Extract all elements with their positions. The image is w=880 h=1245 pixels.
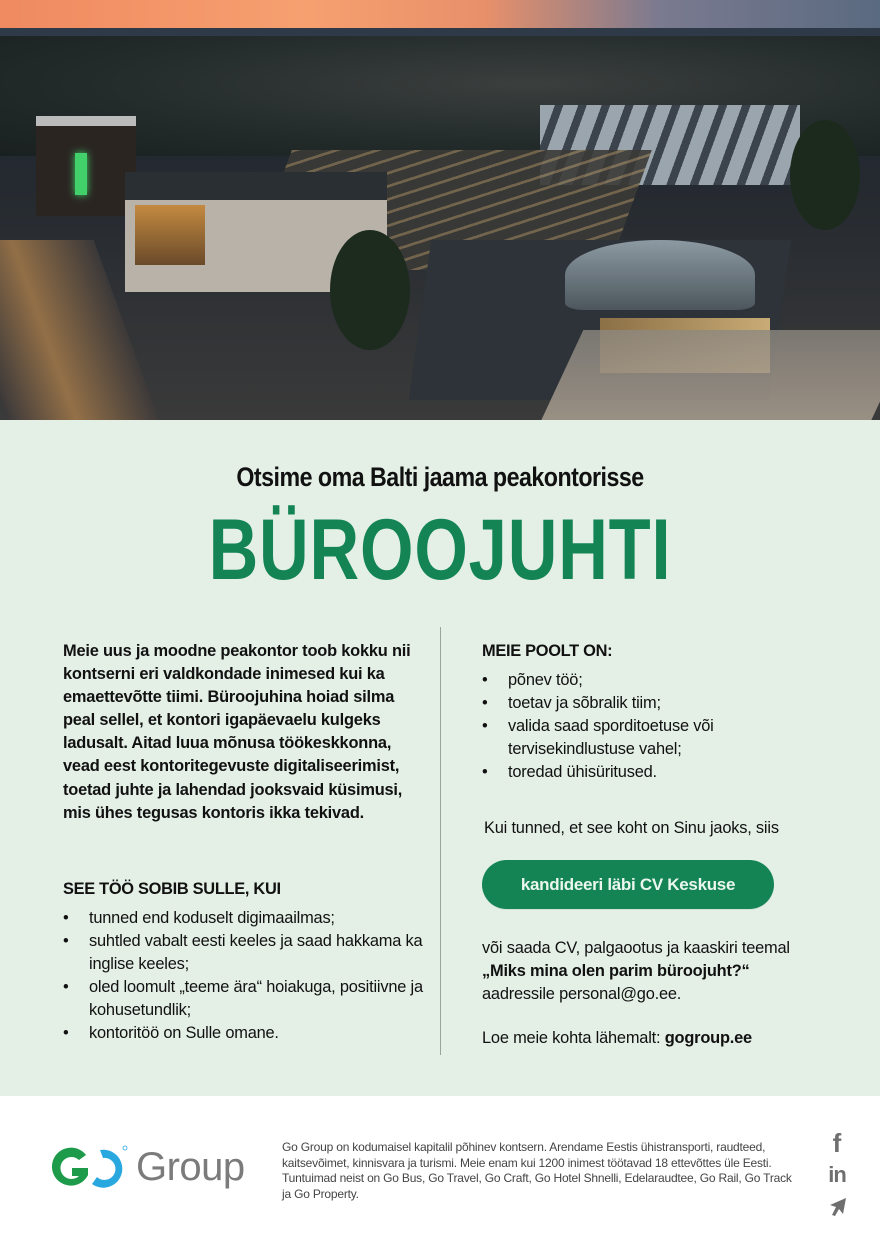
list-item <box>63 1022 423 1045</box>
bullet-icon: • <box>482 763 488 781</box>
linkedin-icon[interactable]: in <box>828 1162 846 1187</box>
column-divider <box>440 627 441 1055</box>
station-windows <box>135 205 205 265</box>
intro-paragraph: Meie uus ja moodne peakontor toob kokku nii kontserni eri valdkondade inimesed kui ka emaettevõtte tiimi. Büroojuhina hoiad silma peal sellel, et kontori igapäevaelu kulgeks ladusalt. Aitad luua mõnusa töökeskkonna, vead eest kontoritegevuste digitaliseerimist, toetad juhte ja lahendad jooksvaid küsimusi, mis ühes tegusas kontoris ikka tekivad. <box>63 642 411 822</box>
offer-list <box>482 669 852 784</box>
plaza <box>537 330 880 420</box>
trees <box>790 120 860 230</box>
bullet-icon: • <box>63 1024 69 1042</box>
sunset-sky <box>0 0 880 30</box>
contact-email: aadressile personal@go.ee. <box>482 985 682 1003</box>
offer-title: MEIE POOLT ON: <box>482 642 613 660</box>
apply-cv-keskus-button[interactable]: kandideeri läbi CV Keskuse <box>482 860 774 909</box>
list-item <box>482 761 852 784</box>
logo-wordmark: Group <box>136 1145 245 1189</box>
hero-photo <box>0 0 880 420</box>
list-item-text: suhtled vabalt eesti keeles ja saad hakkama ka inglise keeles; <box>89 932 423 973</box>
requirements-list <box>63 907 423 1045</box>
bullet-icon: • <box>63 978 69 996</box>
list-item-text: valida saad sporditoetuse või tervisekindlustuse vahel; <box>508 717 714 758</box>
tower-sign <box>75 153 87 195</box>
list-item <box>63 930 423 976</box>
send-icon[interactable] <box>822 1192 852 1222</box>
trees <box>330 230 410 350</box>
contact-line: või saada CV, palgaootus ja kaaskiri teemal <box>482 939 790 957</box>
page-title: BÜROOJUHTI <box>208 502 672 598</box>
bullet-icon: • <box>482 694 488 712</box>
more-info-label: Loe meie kohta lähemalt: <box>482 1029 665 1047</box>
offer-section <box>482 642 852 784</box>
list-item-text: toredad ühisüritused. <box>508 763 657 781</box>
market-dome <box>565 240 755 310</box>
list-item <box>482 669 852 692</box>
list-item <box>482 715 782 761</box>
list-item-text: oled loomult „teeme ära“ hoiakuga, positiivne ja kohusetundlik; <box>89 978 423 1019</box>
left-column <box>63 640 423 825</box>
bullet-icon: • <box>63 932 69 950</box>
list-item <box>482 692 852 715</box>
horizon <box>0 28 880 36</box>
go-group-logo <box>48 1143 258 1197</box>
requirements-title: SEE TÖÖ SOBIB SULLE, KUI <box>63 880 281 898</box>
email-subject: „Miks mina olen parim büroojuht?“ <box>482 962 750 980</box>
list-item <box>63 976 423 1022</box>
company-description: Go Group on kodumaisel kapitalil põhinev kontsern. Arendame Eestis ühistransporti, raudteed, kaitsevõimet, kinnisvara ja turismi. Meie enam kui 1200 inimest töötavad 18 ettevõttes üle Eesti. Tuntuimad neist on Go Bus, Go Travel, Go Craft, Go Hotel Shnelli, Edelaraudtee, Go Rail, Go Track ja Go Property. <box>282 1140 792 1201</box>
go-logo-mark-icon <box>48 1143 130 1193</box>
apply-lead-text: Kui tunned, et see koht on Sinu jaoks, siis <box>484 819 779 837</box>
bullet-icon: • <box>482 717 488 735</box>
contact-info <box>482 937 852 1006</box>
page-subtitle: Otsime oma Balti jaama peakontorisse <box>236 462 644 492</box>
send-arrow-icon <box>826 1196 848 1218</box>
list-item-text: tunned end koduselt digimaailmas; <box>89 909 335 927</box>
list-item-text: toetav ja sõbralik tiim; <box>508 694 661 712</box>
list-item-text: põnev töö; <box>508 671 583 689</box>
list-item-text: kontoritöö on Sulle omane. <box>89 1024 279 1042</box>
more-info <box>482 1029 752 1048</box>
gogroup-link[interactable]: gogroup.ee <box>664 1029 752 1047</box>
facebook-icon[interactable]: f <box>832 1128 842 1158</box>
list-item <box>63 907 423 930</box>
bullet-icon: • <box>63 909 69 927</box>
bullet-icon: • <box>482 671 488 689</box>
social-links <box>822 1128 852 1224</box>
requirements-section <box>63 880 423 1045</box>
